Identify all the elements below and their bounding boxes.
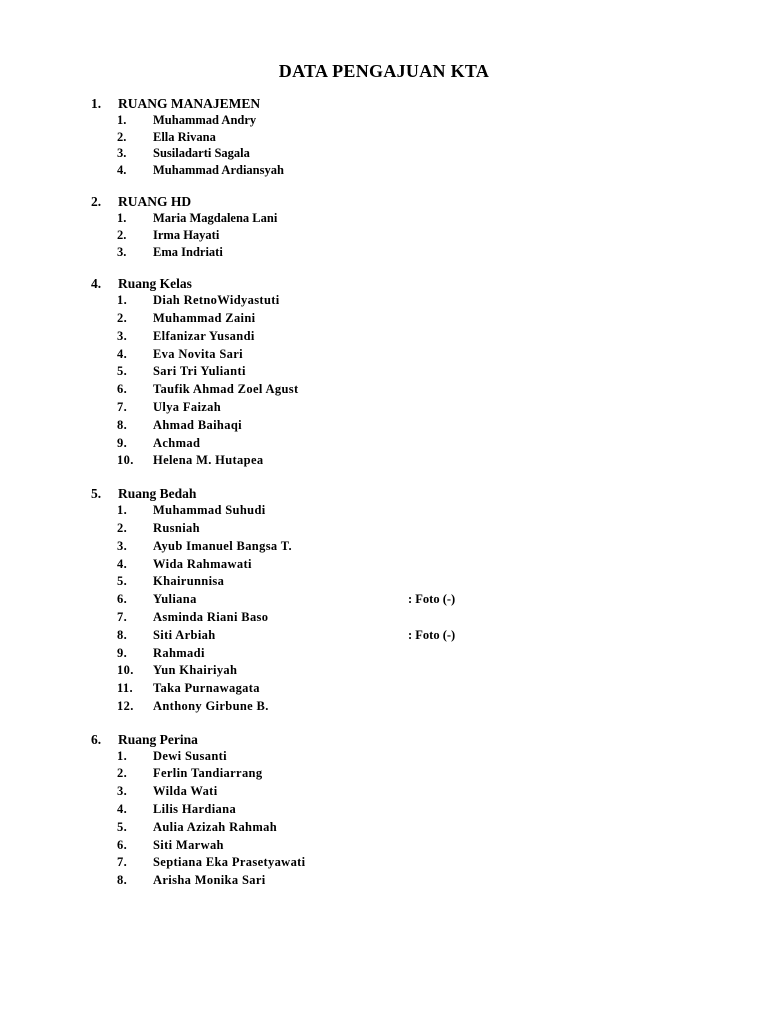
list-item <box>0 435 768 453</box>
person-name: Maria Magdalena Lani <box>153 211 278 226</box>
list-item <box>0 310 768 328</box>
item-note: : Foto (-) <box>408 627 456 642</box>
person-name: Muhammad Suhudi <box>153 503 266 518</box>
person-name: Aulia Azizah Rahmah <box>153 819 278 834</box>
section-heading <box>0 731 768 748</box>
list-item <box>0 698 768 716</box>
section-title: RUANG HD <box>118 194 192 210</box>
person-name: Septiana Eka Prasetyawati <box>153 855 306 870</box>
item-number: 1. <box>117 748 128 763</box>
item-number: 3. <box>117 538 128 553</box>
item-number: 4. <box>117 346 128 361</box>
person-name: Arisha Monika Sari <box>153 873 266 888</box>
list-item <box>0 765 768 783</box>
person-name: Wida Rahmawati <box>153 556 252 571</box>
item-number: 11. <box>117 681 133 696</box>
item-number: 1. <box>117 211 127 226</box>
list-item <box>0 538 768 556</box>
person-name: Dewi Susanti <box>153 748 228 763</box>
item-number: 5. <box>117 574 128 589</box>
section <box>0 193 768 260</box>
list-item <box>0 627 768 645</box>
person-name: Yuliana <box>153 592 197 607</box>
list-item <box>0 662 768 680</box>
person-name: Ella Rivana <box>153 129 216 144</box>
list-item <box>0 162 768 179</box>
person-name: Rahmadi <box>153 645 205 660</box>
person-name: Diah RetnoWidyastuti <box>153 293 280 308</box>
list-item <box>0 520 768 538</box>
person-name: Helena M. Hutapea <box>153 453 264 468</box>
list-item <box>0 591 768 609</box>
item-number: 3. <box>117 784 128 799</box>
list-item <box>0 363 768 381</box>
person-name: Elfanizar Yusandi <box>153 328 255 343</box>
section-number: 1. <box>91 96 102 111</box>
item-number: 7. <box>117 855 128 870</box>
item-number: 8. <box>117 417 128 432</box>
person-name: Eva Novita Sari <box>153 346 243 361</box>
person-name: Taufik Ahmad Zoel Agust <box>153 382 299 397</box>
section-title: Ruang Perina <box>118 731 198 747</box>
list-item <box>0 680 768 698</box>
list-item <box>0 645 768 663</box>
item-number: 8. <box>117 627 128 642</box>
list-item <box>0 801 768 819</box>
item-number: 5. <box>117 364 128 379</box>
person-name: Khairunnisa <box>153 574 225 589</box>
item-number: 1. <box>117 503 128 518</box>
list-item <box>0 609 768 627</box>
person-name: Anthony Girbune B. <box>153 698 269 713</box>
person-name: Muhammad Andry <box>153 113 257 127</box>
person-name: Taka Purnawagata <box>153 681 260 696</box>
item-number: 4. <box>117 556 128 571</box>
item-number: 6. <box>117 592 128 607</box>
list-item <box>0 837 768 855</box>
list-item <box>0 748 768 766</box>
person-name: Muhammad Ardiansyah <box>153 162 284 177</box>
list-item <box>0 783 768 801</box>
item-number: 3. <box>117 328 128 343</box>
person-name: Ferlin Tandiarrang <box>153 766 263 781</box>
item-number: 2. <box>117 129 127 144</box>
item-number: 10. <box>117 453 134 468</box>
section-number: 2. <box>91 194 102 210</box>
section-list <box>0 95 768 905</box>
person-name: Ahmad Baihaqi <box>153 417 242 432</box>
person-name: Rusniah <box>153 520 200 535</box>
section-number: 4. <box>91 276 102 292</box>
section-heading <box>0 275 768 292</box>
person-name: Irma Hayati <box>153 227 220 242</box>
list-item <box>0 819 768 837</box>
section-title: Ruang Bedah <box>118 486 197 502</box>
item-number: 6. <box>117 837 128 852</box>
list-item <box>0 346 768 364</box>
person-name: Lilis Hardiana <box>153 802 237 817</box>
list-item <box>0 292 768 310</box>
person-name: Sari Tri Yulianti <box>153 364 246 379</box>
person-name: Wilda Wati <box>153 784 218 799</box>
person-name: Muhammad Zaini <box>153 310 256 325</box>
list-item <box>0 227 768 244</box>
list-item <box>0 452 768 470</box>
list-item <box>0 417 768 435</box>
list-item <box>0 381 768 399</box>
person-name: Yun Khairiyah <box>153 663 238 678</box>
person-name: Ayub Imanuel Bangsa T. <box>153 538 292 553</box>
item-number: 8. <box>117 873 128 888</box>
list-item <box>0 502 768 520</box>
section <box>0 485 768 716</box>
person-name: Achmad <box>153 435 201 450</box>
list-item <box>0 854 768 872</box>
item-number: 3. <box>117 244 127 259</box>
list-item <box>0 556 768 574</box>
section-number: 5. <box>91 486 102 502</box>
list-item <box>0 328 768 346</box>
item-number: 3. <box>117 146 127 161</box>
list-item <box>0 145 768 162</box>
section <box>0 275 768 470</box>
list-item <box>0 872 768 890</box>
person-name: Ema Indriati <box>153 244 223 259</box>
item-number: 9. <box>117 435 128 450</box>
document-title: DATA PENGAJUAN KTA <box>278 61 490 81</box>
item-number: 2. <box>117 227 127 242</box>
section-heading <box>0 95 768 112</box>
item-number: 5. <box>117 819 128 834</box>
item-number: 2. <box>117 766 128 781</box>
item-number: 4. <box>117 802 128 817</box>
section <box>0 731 768 890</box>
list-item <box>0 399 768 417</box>
list-item <box>0 244 768 261</box>
person-name: Asminda Riani Baso <box>153 609 269 624</box>
section-number: 6. <box>91 731 102 747</box>
list-item <box>0 573 768 591</box>
person-name: Siti Arbiah <box>153 627 216 642</box>
item-number: 4. <box>117 162 127 177</box>
item-number: 1. <box>117 293 128 308</box>
item-number: 10. <box>117 663 134 678</box>
section-title: Ruang Kelas <box>118 276 192 292</box>
item-number: 7. <box>117 609 128 624</box>
list-item <box>0 210 768 227</box>
item-number: 12. <box>117 698 134 713</box>
person-name: Ulya Faizah <box>153 399 222 414</box>
section-heading <box>0 193 768 210</box>
item-number: 2. <box>117 310 128 325</box>
list-item <box>0 112 768 129</box>
item-number: 2. <box>117 520 128 535</box>
item-number: 7. <box>117 399 128 414</box>
section-heading <box>0 485 768 502</box>
item-number: 1. <box>117 113 127 127</box>
section <box>0 95 768 178</box>
person-name: Susiladarti Sagala <box>153 146 250 161</box>
item-number: 9. <box>117 645 128 660</box>
person-name: Siti Marwah <box>153 837 224 852</box>
section-title: RUANG MANAJEMEN <box>118 96 261 111</box>
item-note: : Foto (-) <box>408 592 456 607</box>
list-item <box>0 129 768 146</box>
item-number: 6. <box>117 382 128 397</box>
